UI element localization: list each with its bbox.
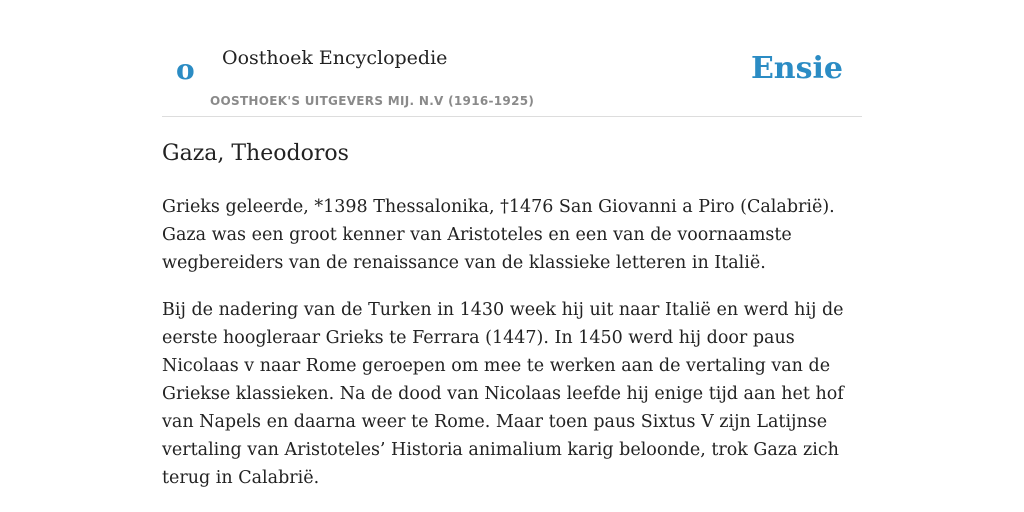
article-paragraph-1: Grieks geleerde, *1398 Thessalonika, †1476 San Giovanni a Piro (Calabrië). Gaza was een groot kenner van Aristoteles en een van de voornaamste wegbereiders van de renaissance van de klassieke letteren in Italië. xyxy=(162,197,835,273)
encyclopedia-header xyxy=(162,0,862,117)
article-body xyxy=(162,138,862,511)
encyclopedia-logo[interactable]: o xyxy=(176,53,195,86)
encyclopedia-title-link[interactable]: Oosthoek Encyclopedie xyxy=(222,47,448,69)
ensie-brand-link[interactable]: Ensie xyxy=(750,51,843,86)
publisher-subtitle: OOSTHOEK'S UITGEVERS MIJ. N.V (1916-1925) xyxy=(210,94,535,108)
article-paragraph-2: Bij de nadering van de Turken in 1430 week hij uit naar Italië en werd hij de eerste hoogleraar Grieks te Ferrara (1447). In 1450 werd hij door paus Nicolaas v naar Rome geroepen om mee te werken aan de vertaling van de Griekse klassieken. Na de dood van Nicolaas leefde hij enige tijd aan het hof van Napels en daarna weer te Rome. Maar toen paus Sixtus V zijn Latijnse vertaling van Aristoteles’ Historia animalium karig beloonde, trok Gaza zich terug in Calabrië. xyxy=(162,300,844,488)
article-title: Gaza, Theodoros xyxy=(162,141,349,166)
